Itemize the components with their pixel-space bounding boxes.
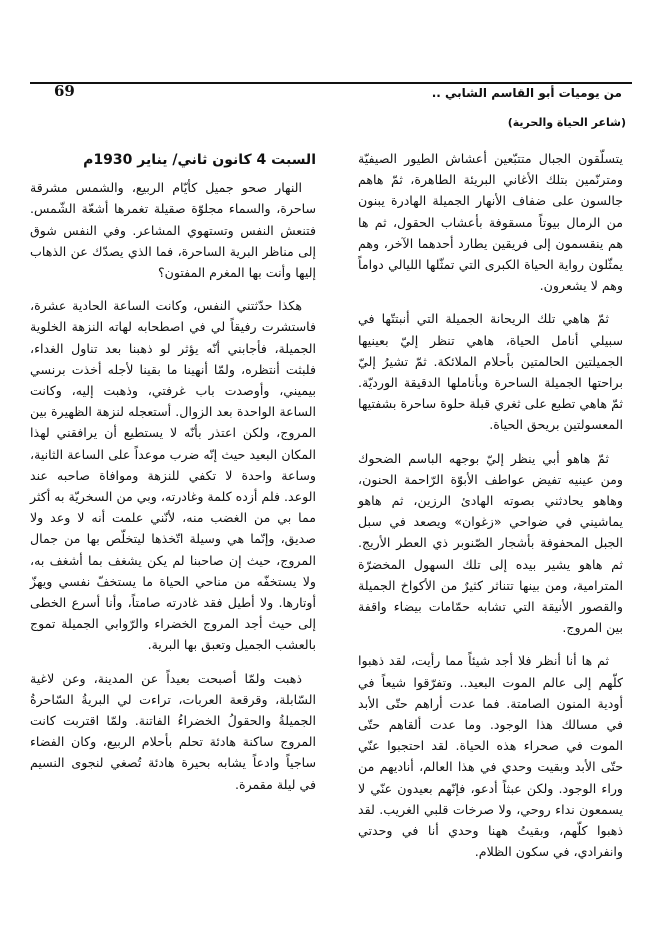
- paragraph: هكذا حدّثتني النفس، وكانت الساعة الحادية عشرة، فاستشرت رفيقاً لي في اصطحابه لهاته النزهة الخلوية الجميلة، فأجابني أنّه يؤثر لو ذهبنا بعد تناول الغداء، فلبثت أنتظره، ولمّا أنهينا ما بقينا لأجله أخذت برنسي بيميني، وأوصدت باب غرفتي، وذهبت إليه، وكانت الساعة الواحدة بعد الزوال. أستعجله لنزهة الظهيرة بين المروج، ولكن اعتذر بأنّه لا يستطيع أن يرافقني لهذا المكان البعيد حيث إنّه ضرب موعداً على الساعة الثانية، وساعة واحدة لا تكفي للنزهة وموافاة صاحبه عند الوعد. فلم أزده كلمة وغادرته، وبي من السخريّة به أكثر مما بي من الغضب منه، لأنّني علمت أنه لا وعد ولا صديق، وإنّما هي وسيلة اتّخذها ليتخلّص بها من جمال المروج، حيث إن صاحبنا لم يكن يشغف بما أشغف به، ولا يستخفّه من مناحي الحياة ما يستخفّ نفسي ويهزّ أوتارها. ولا أطيل فقد غادرته صامتاً، وأنا أسرع الخطى إلى حيث أجد المروج الخضراء والرّوابي الجميلة تموج بالعشب الجميل وتعبق بها البرية.: [30, 298, 316, 653]
- paragraph: ثمّ هاهي تلك الريحانة الجميلة التي أنبتتّها في سبيلي أنامل الحياة، هاهي تنظر إليّ بعينيها الجميلتين الحالمتين بأحلام الملائكة. ثمّ تشيرُ إليّ براحتها الجميلة الساحرة وبأناملها الدقيقة الورديّة. ثمّ هاهي تطبع على ثغري قبلة حلوة ساحرة بشفتيها المعسولتين بريحق الحياة.: [358, 311, 623, 433]
- paragraph: النهار صحو جميل كأيّام الربيع، والشمس مشرقة ساحرة، والسماء مجلوّة صقيلة تغمرها أشعّة الشّمس. فتنعش النفس وتستهوي المشاعر. وفي النفس شوق إلى مناظر البرية الساحرة، فما الذي يصدّك عن الذهاب إليها وأنت بها المغرم المفتون؟: [30, 180, 316, 281]
- header-rule: [30, 82, 632, 84]
- entry-date-heading: السبت 4 كانون ثاني/ يناير 1930م: [83, 152, 316, 168]
- right-column: [358, 148, 623, 875]
- left-column: [30, 150, 316, 807]
- header-title: من يوميات أبو القاسم الشابي ..: [431, 86, 622, 100]
- running-header: [30, 82, 632, 129]
- paragraph: ثم ها أنا أنظر فلا أجد شيئاً مما رأيت، لقد ذهبوا كلّهم إلى عالم الموت البعيد.. وتفرّقوا شيعاً في أودية المنون الصامتة. فما عدت أراهم حتّى الأبد في مسالك هذا الوجود. وما عدت ألقاهم حتّى الموت في صحراء هذه الحياة. لقد احتجبوا عنّي حتّى الأبد وبقيت وحدي في هذا العالم، أناديهم من وراء الوجود. ولكن عبثاً أدعو، فإنّهم بعيدون عنّي لا يسمعون نداء روحي، ولا صرخات قلبي الغريب. لقد ذهبوا كلّهم، وبقيتُ ههنا وحدي أنا في وحدتي وانفرادي، في سكون الظلام.: [358, 653, 623, 860]
- paragraph: يتسلّقون الجبال متتبّعين أعشاش الطيور الصيفيّة ومترنّمين بتلك الأغاني البريئة الطاهرة، ثمّ هاهم جالسون على ضفاف الأنهار الجميلة الهادرة يبنون من الرمال بيوتاً مسقوفة بأعشاب الحقول، ثم ها هم ينقسمون إلى فريقين يطارد أحدهما الآخر، وهم يمثّلون رواية الحياة الكبرى التي تمثّلها الليالي دواماً وهم لا يشعرون.: [358, 151, 623, 294]
- paragraph: ذهبت ولمّا أصبحت بعيداً عن المدينة، وعن لاغية السّابلة، وقرقعة العربات، تراءت لي البريةُ السّاحرةُ الجميلةُ والحقولُ الخضراءُ الفاتنة. ولمّا اقتربت كانت المروج ساكنة هادئة تحلم بأحلام الربيع، وكان الفضاء ساجياً وادعاً يشابه بحيرة هادئة تُصغي لنجوى النسيم في ليلة مقمرة.: [30, 670, 316, 792]
- paragraph: ثمّ هاهو أبي ينظر إليّ بوجهه الباسم الضحوك ومن عينيه تفيض عواطف الأبوّة الرّاحمة الحنون، وهاهو يحادثني بصوته الهادئ الرزين، ثم هاهو يماشيني في ضواحي «زغوان» ويصعد في سبل الجبل المحفوفة بأشجار الصّنوبر ذي العطر الأريج. ثم هاهو يشير بيده إلى تلك السهول المخضرّة المترامية، ومن بينها تتناثر كثيرٌ من الأكواخ الجميلة والقصور الأنيقة التي تشابه حمّامات بيضاء واقفة بين المروج.: [358, 450, 623, 636]
- header-subtitle: (شاعر الحياة والحرية): [507, 116, 626, 129]
- page-number: 69: [54, 82, 75, 100]
